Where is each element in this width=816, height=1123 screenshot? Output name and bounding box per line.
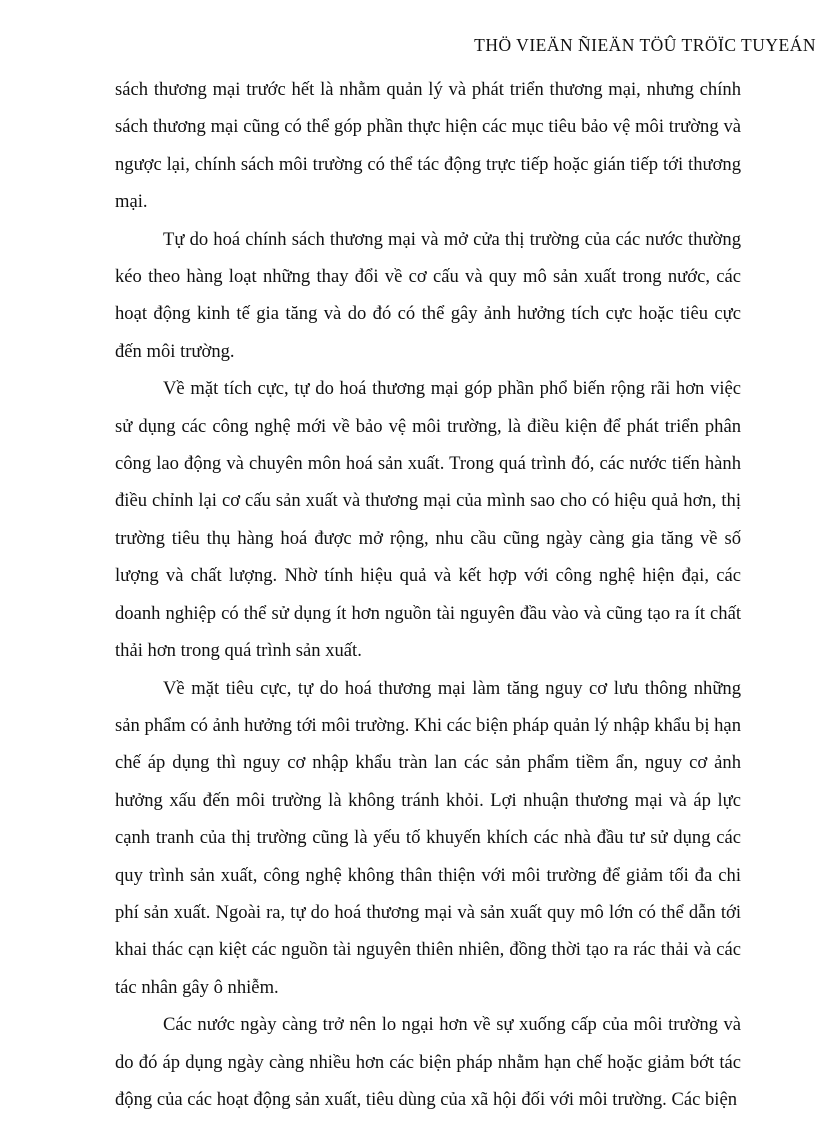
- paragraph-2: Tự do hoá chính sách thương mại và mở cửa thị trường của các nước thường kéo theo hàng loạt những thay đổi về cơ cấu và quy mô sản xuất trong nước, các hoạt động kinh tế gia tăng và do đó có thể gây ảnh hưởng tích cực hoặc tiêu cực đến môi trường.: [115, 228, 741, 362]
- document-body: [115, 71, 741, 1118]
- paragraph-5: Các nước ngày càng trở nên lo ngại hơn về sự xuống cấp của môi trường và do đó áp dụng ngày càng nhiều hơn các biện pháp nhằm hạn chế hoặc giảm bớt tác động của các hoạt động sản xuất, tiêu dùng của xã hội đối với môi trường. Các biện: [115, 1014, 741, 1110]
- paragraph-3: Về mặt tích cực, tự do hoá thương mại góp phần phổ biến rộng rãi hơn việc sử dụng các công nghệ mới về bảo vệ môi trường, là điều kiện để phát triển phân công lao động và chuyên môn hoá sản xuất. Trong quá trình đó, các nước tiến hành điều chỉnh lại cơ cấu sản xuất và thương mại của mình sao cho có hiệu quả hơn, thị trường tiêu thụ hàng hoá được mở rộng, nhu cầu cũng ngày càng gia tăng về số lượng và chất lượng. Nhờ tính hiệu quả và kết hợp với công nghệ hiện đại, các doanh nghiệp có thể sử dụng ít hơn nguồn tài nguyên đầu vào và cũng tạo ra ít chất thải hơn trong quá trình sản xuất.: [115, 378, 741, 662]
- paragraph-1: sách thương mại trước hết là nhằm quản lý và phát triển thương mại, nhưng chính sách thương mại cũng có thể góp phần thực hiện các mục tiêu bảo vệ môi trường và ngược lại, chính sách môi trường có thể tác động trực tiếp hoặc gián tiếp tới thương mại.: [115, 79, 741, 213]
- page-header: THÖ VIEÄN ÑIEÄN TÖÛ TRÖÏC TUYEÁN: [474, 35, 816, 55]
- paragraph-4: Về mặt tiêu cực, tự do hoá thương mại làm tăng nguy cơ lưu thông những sản phẩm có ảnh hưởng tới môi trường. Khi các biện pháp quản lý nhập khẩu bị hạn chế áp dụng thì nguy cơ nhập khẩu tràn lan các sản phẩm tiềm ẩn, nguy cơ ảnh hưởng xấu đến môi trường là không tránh khỏi. Lợi nhuận thương mại và áp lực cạnh tranh của thị trường cũng là yếu tố khuyến khích các nhà đầu tư sử dụng các quy trình sản xuất, công nghệ không thân thiện với môi trường để giảm tối đa chi phí sản xuất. Ngoài ra, tự do hoá thương mại và sản xuất quy mô lớn có thể dẫn tới khai thác cạn kiệt các nguồn tài nguyên thiên nhiên, đồng thời tạo ra rác thải và các tác nhân gây ô nhiễm.: [115, 677, 741, 998]
